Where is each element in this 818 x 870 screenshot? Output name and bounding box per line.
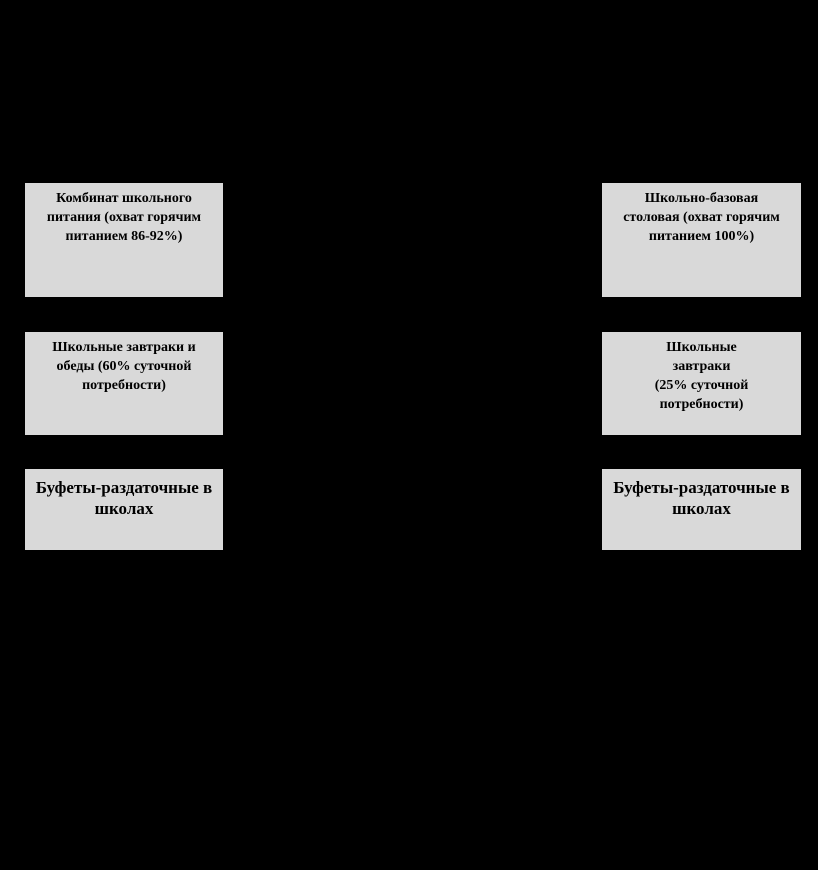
box-school-catering-plant-text: Комбинат школьного питания (охват горячим питанием 86-92%) <box>46 191 202 244</box>
box-left-buffets <box>25 469 223 550</box>
box-left-buffets-text: Буфеты-раздаточные в школах <box>35 478 213 518</box>
box-school-catering-plant <box>25 183 223 297</box>
box-school-breakfasts-lunches <box>25 332 223 435</box>
box-school-breakfasts-lunches-text: Школьные завтраки и обеды (60% суточной потребности) <box>52 340 196 393</box>
box-school-base-canteen-text: Школьно-базовая столовая (охват горячим питанием 100%) <box>623 191 780 244</box>
box-school-breakfasts-title: Школьные завтраки <box>666 340 737 374</box>
box-school-base-canteen <box>602 183 801 297</box>
box-school-breakfasts-subtitle: (25% суточной потребности) <box>654 378 749 412</box>
box-school-breakfasts <box>602 332 801 435</box>
box-right-buffets-text: Буфеты-раздаточные в школах <box>613 478 790 518</box>
box-right-buffets <box>602 469 801 550</box>
